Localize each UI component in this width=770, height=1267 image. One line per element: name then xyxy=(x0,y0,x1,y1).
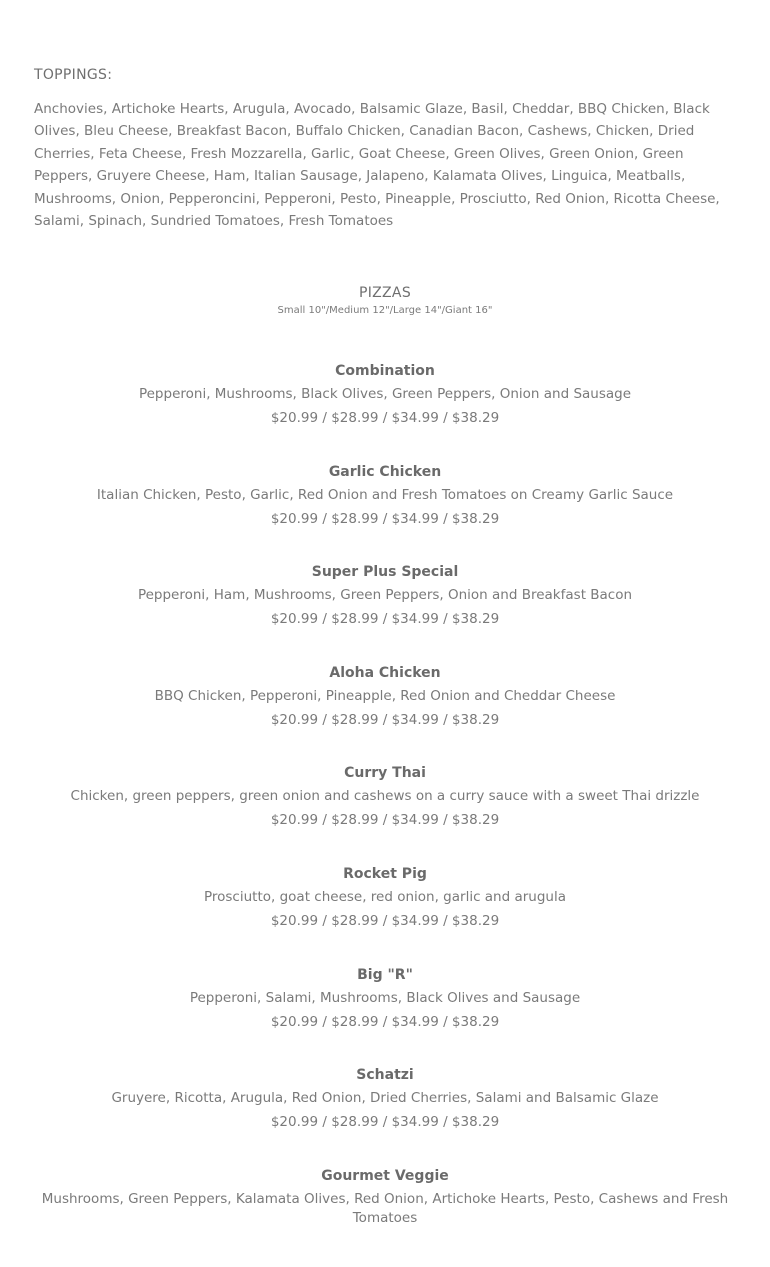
pizzas-heading: PIZZAS xyxy=(358,285,412,301)
pizzas-section xyxy=(0,284,770,1267)
pizza-description: BBQ Chicken, Pepperoni, Pineapple, Red Onion and Cheddar Cheese xyxy=(154,687,616,704)
pizza-name: Gourmet Veggie xyxy=(321,1167,449,1184)
pizza-price: $20.99 / $28.99 / $34.99 / $38.29 xyxy=(270,912,500,929)
pizza-name: Rocket Pig xyxy=(343,865,427,882)
pizza-description: Pepperoni, Ham, Mushrooms, Green Peppers, Onion and Breakfast Bacon xyxy=(137,587,633,604)
pizza-item-combination xyxy=(0,362,770,463)
pizza-description: Mushrooms, Green Peppers, Kalamata Olives, Red Onion, Artichoke Hearts, Pesto, Cashews and Fresh Tomatoes xyxy=(41,1190,729,1226)
pizza-name: Combination xyxy=(335,363,435,379)
pizza-price: $20.99 / $28.99 / $34.99 / $38.29 xyxy=(270,410,500,426)
pizza-name: Super Plus Special xyxy=(311,564,459,581)
pizza-description: Pepperoni, Salami, Mushrooms, Black Olives and Sausage xyxy=(189,989,581,1006)
pizza-item-garlic-chicken xyxy=(0,463,770,564)
pizza-item-curry-thai xyxy=(0,764,770,865)
pizza-description: Prosciutto, goat cheese, red onion, garlic and arugula xyxy=(203,888,566,905)
pizza-item-aloha-chicken xyxy=(0,664,770,765)
pizza-sizes: Small 10"/Medium 12"/Large 14"/Giant 16" xyxy=(277,305,493,316)
pizza-description: Gruyere, Ricotta, Arugula, Red Onion, Dried Cherries, Salami and Balsamic Glaze xyxy=(111,1090,659,1107)
pizza-name: Big "R" xyxy=(357,966,413,983)
pizza-price: $20.99 / $28.99 / $34.99 / $38.29 xyxy=(270,510,500,527)
pizza-description: Pepperoni, Mushrooms, Black Olives, Green Peppers, Onion and Sausage xyxy=(138,386,632,402)
toppings-heading: TOPPINGS: xyxy=(34,67,113,83)
pizza-price: $20.99 / $28.99 / $34.99 / $38.29 xyxy=(270,711,500,728)
pizza-description: Chicken, green peppers, green onion and cashews on a curry sauce with a sweet Thai drizzle xyxy=(70,788,700,805)
pizza-name: Aloha Chicken xyxy=(329,664,441,681)
pizza-price: $20.99 / $28.99 / $34.99 / $38.29 xyxy=(270,812,500,829)
pizza-item-schatzi xyxy=(0,1066,770,1167)
pizza-item-super-plus-special xyxy=(0,563,770,664)
pizza-list xyxy=(0,362,770,1267)
pizza-description: Italian Chicken, Pesto, Garlic, Red Onion and Fresh Tomatoes on Creamy Garlic Sauce xyxy=(96,486,674,503)
pizza-price: $20.99 / $28.99 / $34.99 / $38.29 xyxy=(270,1114,500,1131)
toppings-list: Anchovies, Artichoke Hearts, Arugula, Avocado, Balsamic Glaze, Basil, Cheddar, BBQ Chicken, Black Olives, Bleu Cheese, Breakfast Bacon, Buffalo Chicken, Canadian Bacon, Cashews, Chicken, Dried Cherries, Feta Cheese, Fresh Mozzarella, Garlic, Goat Cheese, Green Olives, Green Onion, Green Peppers, Gruyere Cheese, Ham, Italian Sausage, Jalapeno, Kalamata Olives, Linguica, Meatballs, Mushrooms, Onion, Pepperoncini, Pepperoni, Pesto, Pineapple, Prosciutto, Red Onion, Ricotta Cheese, Salami, Spinach, Sundried Tomatoes, Fresh Tomatoes xyxy=(34,101,720,230)
pizza-price: $20.99 / $28.99 / $34.99 / $38.29 xyxy=(270,611,500,628)
pizza-name: Garlic Chicken xyxy=(328,463,442,480)
toppings-section xyxy=(34,66,724,232)
pizza-item-gourmet-veggie xyxy=(0,1167,770,1267)
pizza-item-big-r xyxy=(0,966,770,1067)
pizza-name: Schatzi xyxy=(356,1067,414,1084)
pizza-item-rocket-pig xyxy=(0,865,770,966)
pizza-price: $20.99 / $28.99 / $34.99 / $38.29 xyxy=(270,1013,500,1030)
pizza-name: Curry Thai xyxy=(344,765,426,782)
